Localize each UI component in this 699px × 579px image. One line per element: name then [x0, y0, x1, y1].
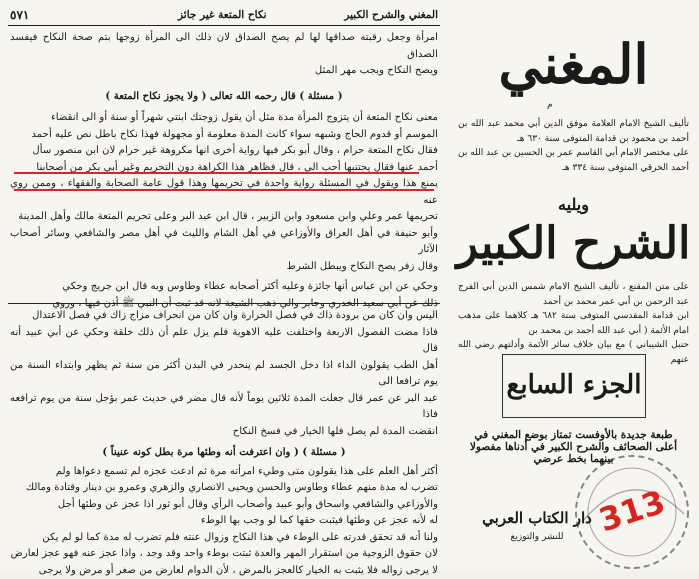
text-line: عبد البر عن عمر قال جعلت المدة ثلاثين يوماً لأنه قال مضر في حديث عمر بؤجل سنة من يوم ترافعه فاذا	[10, 391, 438, 424]
text-line: ولنا أنه قد تحقق قدرته على الوطء في هذا النكاح وزوال عنته فلم تضرب له مدة كما لو لم يكن	[10, 530, 438, 547]
text-line: وأبو حنيفة في أهل العراق والأوزاعي في أهل الشام والليث في أهل مصر والشافعي وسائر أصحاب الآثار	[10, 226, 438, 259]
text-line: ذلك عن أبي سعيد الخدري وجابر والي ذهب الشيعة لانه قد ثبت أن النبي ﷺ أذن فيها ، وروي	[10, 296, 438, 313]
sub-heading: ( مسئلة ) ( وان اعترفت أنه وطئها مرة بطل كونه عنيناً )	[10, 444, 438, 461]
text-line: انقضت المدة لم يصل فلها الخيار في فسخ النكاح	[10, 424, 438, 441]
watermark-number: 313	[588, 481, 676, 542]
title-mark: م	[547, 100, 553, 110]
running-head-book: المغني والشرح الكبير	[344, 6, 438, 24]
text-line: أهل الطب يقولون الداء اذا دخل الجسد لم ينحدر في البدن أكثر من سنة ثم يظهر وابتداء السنة من يوم ترافعا الى	[10, 358, 438, 391]
highlighted-line: أحمد عنها فقال يجتنبها أحب الي ، قال فظاهر هذا الكراهة دون التحريم وغير أبي بكر من أصحابنا	[10, 160, 438, 177]
text-line: وقال زفر يصح النكاح ويبطل الشرط	[10, 259, 438, 276]
text-line: اليس وان كان من برودة ذاك في فصل الحرارة وان كان من انحراف مزاج زاك في فصل الاعتدال	[10, 308, 438, 325]
text-line: لان حقوق الزوجية من استقرار المهر والعدة ثبتت بوطء واحد وقد وجد ، واذا عجز عنه فهو عجز لعارض	[10, 546, 438, 563]
header-rule	[8, 25, 440, 26]
text-line: الموسم أو قدوم الحاج وشبهه سواء كانت المدة معلومة أو مجهولة فهذا نكاح باطل نص عليه أحمد	[10, 127, 438, 144]
volume-box	[502, 354, 646, 418]
author-description	[458, 117, 689, 175]
watermark-stamp	[572, 452, 692, 572]
desc-line: تأليف الشيخ الامام العلامة موفق الدين أبي محمد عبد الله بن أحمد بن محمود بن قدامة المتوفى سنة ٦٣٠ هـ	[458, 117, 689, 146]
text-line: وحكي عن ابن عباس أنها جائزة وعليه أكثر أصحابه عطاء وطاوس وبه قال ابن جريج وحكي	[10, 279, 438, 296]
upper-text	[10, 30, 438, 312]
publisher-name: دار الكتاب العربي	[462, 509, 612, 527]
highlighted-line: فقال نكاح المتعة حرام ، وقال أبو بكر فيها رواية أخرى انها مكروهة غير حرام لان ابن منصور سأل	[10, 143, 438, 160]
book-title: المغني	[452, 34, 695, 94]
text-line: يمنع هذا ويقول في المسئلة رواية واحدة في تحريمها وهذا قول عامة الصحابة والفقهاء ، وممن روي عنه	[10, 176, 438, 209]
text-line: والأوزاعي والشافعي واسحاق وأبو عبيد وأصحاب الرأي وقال أبو ثور اذا عجز عن وطئها أجل	[10, 497, 438, 514]
desc-line: على متن المقنع ، تأليف الشيخ الامام شمس الدين أبي الفرج عبد الرحمن بن أبي عمر محمد بن أحمد	[458, 280, 689, 309]
desc-line: على مختصر الامام أبي القاسم عمر بن الحسين بن عبد الله بن أحمد الخرقي المتوفى سنة ٣٣٤ هـ	[458, 146, 689, 175]
red-underline-2	[14, 189, 434, 191]
text-line: فاذا مضت الفصول الاربعة واختلفت عليه الاهوية فلم يزل علم أن ذلك خلقة وحكي عن أبي عبيد أنه قال	[10, 325, 438, 358]
volume-label: الجزء السابع	[503, 355, 645, 415]
sharh-title: الشرح الكبير	[452, 216, 695, 272]
desc-line: حنبل الشيباني ) مع بيان خلاف سائر الأئمة وأدلتهم رضي الله عنهم	[458, 338, 689, 367]
text-line: تضرب له مدة منهم عطاء وطاوس والحسن ويحيى الانصاري والزهري وعمرو بن دينار وقتادة ومالك	[10, 480, 438, 497]
section-heading: ( مسئلة ) قال رحمه الله تعالى ( ولا يجوز نكاح المتعة )	[10, 88, 438, 105]
text-line: ويصح النكاح ويجب مهر المثل	[10, 63, 438, 80]
lower-text	[10, 308, 438, 579]
followed-by-label: ويليه	[452, 195, 695, 214]
text-page	[4, 4, 444, 567]
desc-line: ابن قدامة المقدسي المتوفى سنة ٦٨٢ هـ كلاهما على مذهب امام الأئمة ( أبي عبد الله أحمد بن محمد بن	[458, 309, 689, 338]
running-head	[8, 6, 440, 24]
running-head-chapter: نكاح المتعة غير جائز	[178, 6, 267, 24]
edition-notice: طبعة جديدة بالأوفست تمتاز بوضع المغني في أعلى الصحائف والشرح الكبير في أدناها مفصولا بينهما بخط عرضي	[462, 429, 685, 465]
page-number: ٥٧١	[10, 6, 29, 24]
publisher-subtitle: للنشر والتوزيع	[462, 532, 612, 542]
text-line: امرأة وجعل رقبته صداقها لها لم يصح الصداق لان ذلك الى المرأة زوجها بتم صحة النكاح فيفسد الصداق	[10, 30, 438, 63]
text-line: له لأنه عجز عن وطئها فيثبت حقها كما لو وجب بها الوطء	[10, 513, 438, 530]
text-line: معنى نكاح المتعة أن يتزوج المرأة مدة مثل أن يقول زوجتك ابنتي شهراً أو سنة أو الى انقضاء	[10, 110, 438, 127]
text-line: تحريمها عمر وعلي وابن مسعود وابن الزبير ، قال ابن عبد البر وعلى تحريم المتعة مالك وأهل المدينة	[10, 209, 438, 226]
page-divider	[8, 303, 440, 304]
text-line: لا يرجى زواله فلا يثبت به الخيار كالعجز بالمرض ، لأن الدوام لعارض من صغر أو مرض ولا يرجى	[10, 563, 438, 579]
red-underline-1	[14, 172, 419, 174]
text-line: أكثر أهل العلم على هذا يقولون متى وطيء امرأته مرة ثم ادعت عجزه لم تسمع دعواها ولم	[10, 464, 438, 481]
